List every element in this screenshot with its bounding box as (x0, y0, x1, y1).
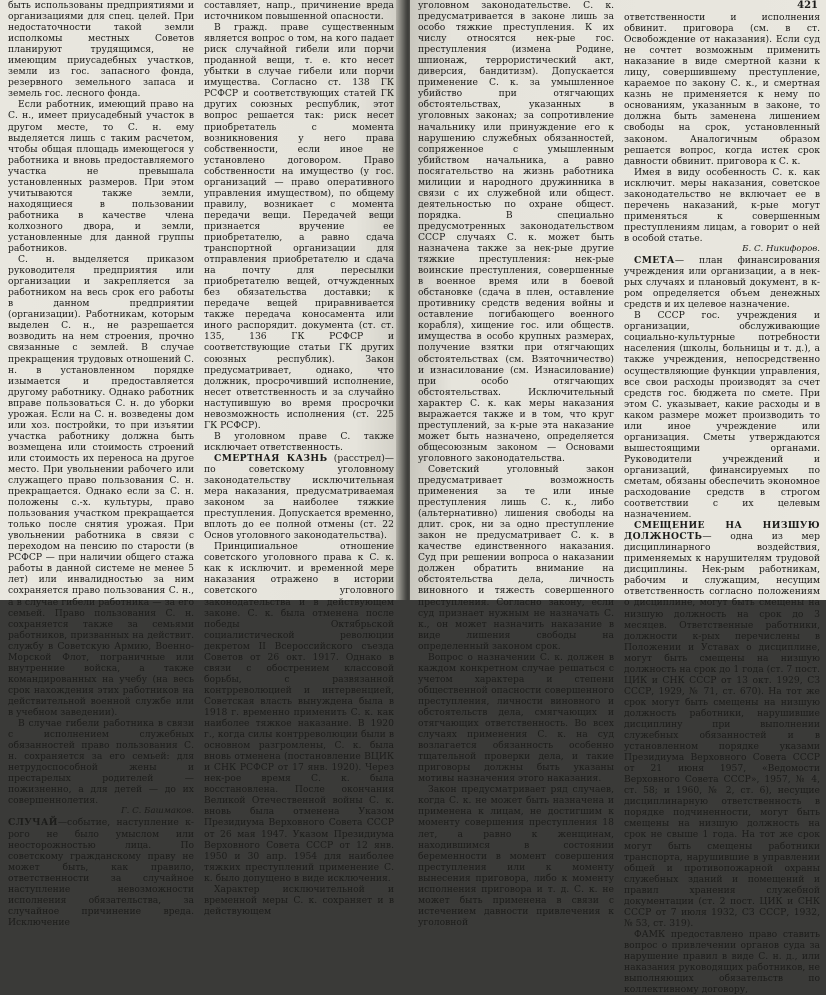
left-page (0, 0, 404, 928)
entry-smeta (624, 255, 820, 310)
page-number: 421 (797, 0, 818, 11)
entry-smeshchenie (624, 520, 820, 929)
paragraph: ФАМК предоставлено право ставить вопрос о привлечении органов суда за нарушение правил в виде С. н. д., или наказания руководящих работников, не выполняющих обязательств по коллективному договору, (624, 928, 820, 995)
paragraph: Если работник, имеющий право на С. н., имеет приусадебный участок в другом месте, то С. н. ему выделяется лишь с таким расчетом, чтобы общая площадь имеющегося у работника и вновь предоставляемого участка не превышала установленных размеров. При этом учитываются также земли, находящиеся в пользовании работника в качестве члена колхозного двора, и земли, установленные для данной группы работников. (8, 99, 194, 255)
paragraph: В уголовном праве С. также исключает ответственность. (204, 430, 394, 453)
entry-text: —событие, наступление к-рого не было умыслом или неосторожностью лица. По советскому гражданскому праву не может быть, как правило, ответственности за случайное наступление невозможности исполнения обязательства, за случайное причинение вреда. Исключение (8, 817, 194, 928)
paragraph: Вопрос о назначении С. к. должен в каждом конкретном случае решаться с учетом характера и степени общественной опасности совершенного преступления, личности виновного и обстоятельств дела, смягчающих и отягчающих ответственность. Во всех случаях применения С. к. на суд возлагается обязанность особенно тщательной проверки дела, и такие приговоры должны быть указаны мотивы назначения этого наказания. (418, 651, 614, 785)
paragraph: В случае гибели работника в связи с исполнением служебных обязанностей право пользования С. н. сохраняется за его семьей: для нетрудоспособной жены и престарелых родителей — пожизненно, а для детей — до их совершеннолетия. (8, 718, 194, 807)
entry-heading: СМЕЩЕНИЕ НА НИЗШУЮ ДОЛЖНОСТЬ (624, 520, 820, 543)
paragraph: ответственности и исполнения обвинит. приговора (см. в ст. Освобождение от наказания). Если суд не сочтет возможным применить наказание в виде смертной казни к лицу, совершившему преступление, караемое по закону С. к., и смертная казнь не применяется к нему по основаниям, указанным в законе, то должна быть заменена лишением свободы на срок, установленный законом. Аналогичным образом решается вопрос, когда истек срок давности обвинит. приговора к С. к. (624, 12, 820, 167)
paragraph: быть использованы предприятиями и организациями для спец. целей. При недостаточности такой земли исполкомы местных Советов планируют трудящимся, не имеющим приусадебных участков, земли из гос. запасного фонда, резервного земельного запаса и земель гос. лесного фонда. (8, 0, 194, 100)
column-2 (204, 0, 394, 917)
entry-sluchai (8, 817, 194, 927)
entry-heading: СЛУЧАЙ (8, 817, 58, 829)
column-1 (8, 0, 194, 928)
paragraph: Характер исключительной и временной меры С. к. сохраняет и в действующем (204, 883, 394, 917)
entry-text: (расстрел)— по советскому уголовному законодательству исключительная мера наказания, предусматриваемая законом за наиболее тяжкие преступления. Допускается временно, вплоть до ее полной отмены (ст. 22 Основ уголовного законодательства). (204, 452, 394, 542)
right-page (410, 0, 826, 995)
paragraph: С. н. выделяется приказом руководителя предприятия или организации и закрепляется за работником на весь срок его работы в данном предприятии (организации). Работникам, которым выделен С. н., не разрешается возводить на нем строения, прочно связанные с землей. В случае прекращения трудовых отношений С. н. в установленном порядке изымается и предоставляется другому работнику. Однако работник вправе пользоваться С. н. до уборки урожая. Если на С. н. возведены дом или хоз. постройки, то при изъятии участка работнику должна быть возмещена или стоимость строений или стоимость их переноса на другое место. При увольнении рабочего или служащего право пользования С. н. прекращается. Однако если за С. н. положены с.-х. культуры, право пользования участком прекращается только после снятия урожая. При увольнении работника в связи с переходом на пенсию по старости (в РСФСР — при наличии общего стажа работы в данной системе не менее 5 лет) или инвалидностью за ним сохраняется право пользования С. н., а в случае гибели работника — за его семьей. Право пользования С. н. сохраняется также за семьями работников, призванных на действит. службу в Советскую Армию, Военно-Морской Флот, пограничные или внутренние войска, а также командированных на учебу (на весь срок нахождения этих работников на действительной военной службе или в учебном заведении). (8, 254, 194, 718)
paragraph: Закон предусматривает ряд случаев, когда С. к. не может быть назначена и применена к лицам, не достигшим к моменту совершения преступления 18 лет, а равно к женщинам, находившимся в состоянии беременности в момент совершения преступления или к моменту вынесения приговора, либо к моменту исполнения приговора и т. д. С. к. не может быть применена в связи с истечением давности привлечения к уголовной (418, 784, 614, 928)
paragraph: уголовном законодательстве. С. к. предусматривается в законе лишь за особо тяжкие преступления. К их числу относятся нек-рые гос. преступления (измена Родине, шпионаж, террористический акт, диверсия, бандитизм). Допускается применение С. к. за умышленное убийство при отягчающих обстоятельствах, указанных в уголовных законах; за сопротивление начальнику или принуждение его к нарушению служебных обязанностей, сопряженное с умышленным убийством начальника, а равно посягательство на жизнь работника милиции и народного дружинника в связи с их служебной или общест. деятельностью по охране общест. порядка. В специально предусмотренных законодательством СССР случаях С. к. может быть назначена также за нек-рые другие тяжкие преступления: нек-рые воинские преступления, совершенные в военное время или в боевой обстановке (сдача в плен, оставление противнику средств ведения войны и оставление погибающего военного корабля), хищение гос. или обществ. имущества в особо крупных размерах, получение взятки при отягчающих обстоятельствах (см. Взяточничество) и изнасилование (см. Изнасилование) при особо отягчающих обстоятельствах. Исключительный характер С. к. как меры наказания выражается также и в том, что круг преступлений, за к-рые эта наказание может быть назначено, определяется общесоюзным законом — Основами уголовного законодательства. (418, 0, 614, 464)
entry-smertnaya-kazn (204, 453, 394, 541)
paragraph: Имея в виду особенность С. к. как исключит. меры наказания, советское законодательство не включает ее в перечень наказаний, к-рые могут применяться к совершенным преступлениям лицам, а говорит о ней в особой статье. (624, 166, 820, 244)
column-3 (418, 0, 614, 928)
paragraph: В СССР гос. учреждения и организации, обслуживающие социально-культурные потребности населения (школы, больницы и т. д.), а также учреждения, непосредственно осуществляющие функции управления, все свои расходы производят за счет средств гос. бюджета по смете. При этом С. указывает, какие расходы и в каком размере может производить то или иное учреждение или организация. Сметы утверждаются вышестоящими органами. Руководители учреждений и организаций, финансируемых по сметам, обязаны обеспечить экономное расходование средств в строгом соответствии с их целевым назначением. (624, 310, 820, 521)
column-4 (624, 12, 820, 995)
paragraph: В гражд. праве существенным является вопрос о том, на кого падает риск случайной гибели или порчи проданной вещи, т. е. кто несет убытки в случае гибели или порчи имущества. Согласно ст. 138 ГК РСФСР и соответствующих статей ГК других союзных республик, этот вопрос решается так: риск несет приобретатель с момента возникновения у него права собственности, если иное не установлено договором. Право собственности на имущество (у гос. организаций — право оперативного управления имуществом), по общему правилу, возникает с момента передачи вещи. Передачей вещи признается вручение ее приобретателю, а равно сдача транспортной организации для отправления приобретателю и сдача на почту для пересылки приобретателю вещей, отчужденных без обязательства доставки; к передаче вещей приравнивается также передача коносамента или иного распорядит. документа (ст. ст. 135, 136 ГК РСФСР и соответствующие статьи ГК других союзных республик). Закон предусматривает, однако, что должник, просрочивший исполнение, несет ответственность и за случайно наступившую во время просрочки невозможность исполнения (ст. 225 ГК РСФСР). (204, 22, 394, 431)
entry-heading: СМЕРТНАЯ КАЗНЬ (214, 452, 328, 464)
author-signature: Г. С. Башмаков. (120, 806, 194, 817)
author-signature: Б. С. Никифоров. (742, 243, 820, 254)
entry-heading: СМЕТА (634, 255, 675, 267)
paragraph: Принципиальное отношение советского уголовного права к С. к. как к исключит. и временной мере наказания отражено в истории советского уголовного законодательства и в действующем законе. С. к. была отменена после победы Октябрьской социалистической революции декретом II Всероссийского съезда Советов от 26 окт. 1917. Однако в связи с обострением классовой борьбы, с развязанной контрреволюцией и интервенцией, Советская власть вынуждена была в 1918 г. временно применить С. к. как наиболее тяжкое наказание. В 1920 г., когда силы контрреволюции были в основном разгромлены, С. к. была вновь отменена (постановление ВЦИК и СНК РСФСР от 17 янв. 1920). Через нек-рое время С. к. была восстановлена. После окончания Великой Отечественной войны С. к. вновь была отменена Указом Президиума Верховного Совета СССР от 26 мая 1947. Указом Президиума Верховного Совета СССР от 12 янв. 1950 и 30 апр. 1954 для наиболее тяжких преступлений применение С. к. было допущено в виде исключения. (204, 541, 394, 884)
entry-text: — одна из мер дисциплинарного воздействия, применяемых к нарушителям трудовой дисциплины. Нек-рым работникам, рабочим и служащим, несущим ответственность согласно положениям о дисциплине, могут быть смещены на низшую должность на срок до 3 месяцев. Ответственные работники, должности к-рых перечислены в Положении и Уставах о дисциплине, могут быть смещены на низшую должность на срок до 1 года (ст. 7 пост. ЦИК и СНК СССР от 13 окт. 1929, СЗ СССР, 1929, № 71, ст. 670). На тот же срок могут быть смещены на низшую должность работники, нарушившие дисциплину при выполнении служебных обязанностей и в установленном порядке указами Президиума Верховного Совета СССР от 21 июня 1957, «Ведомости Верховного Совета СССР», 1957, № 4, ст. 58; и 1960, № 2, ст. 6), несущие дисциплинарную ответственность в порядке подчиненности, могут быть смещены на низшую должность на срок не свыше 1 года. На тот же срок могут быть смещены работники транспорта, нарушившие в управлении общей и противопожарной охраны служебных зданий и помещений и правил хранения служебной документации (ст. 2 пост. ЦИК и СНК СССР от 7 июля 1932, СЗ СССР, 1932, № 53, ст. 319). (624, 531, 820, 929)
paragraph: составляет, напр., причинение вреда источником повышенной опасности. (204, 0, 394, 23)
paragraph: Советский уголовный закон предусматривает возможность применения за те или иные преступления лишь С. к., либо (альтернативно) лишения свободы на длит. срок, ни за одно преступление закон не предусматривает С. к. в качестве единственного наказания. Суд при решении вопроса о наказании должен обратить внимание на обстоятельства дела, личность виновного и тяжесть совершенного преступления. Согласно закону, если суд признает нужным не назначать С. к., он может назначить наказание в виде лишения свободы на определенный законом срок. (418, 463, 614, 652)
entry-text: — план финансирования учреждения или организации, а в нек-рых случаях и плановый документ, в к-ром определяется объем денежных средств и их целевое назначение. (624, 255, 820, 311)
